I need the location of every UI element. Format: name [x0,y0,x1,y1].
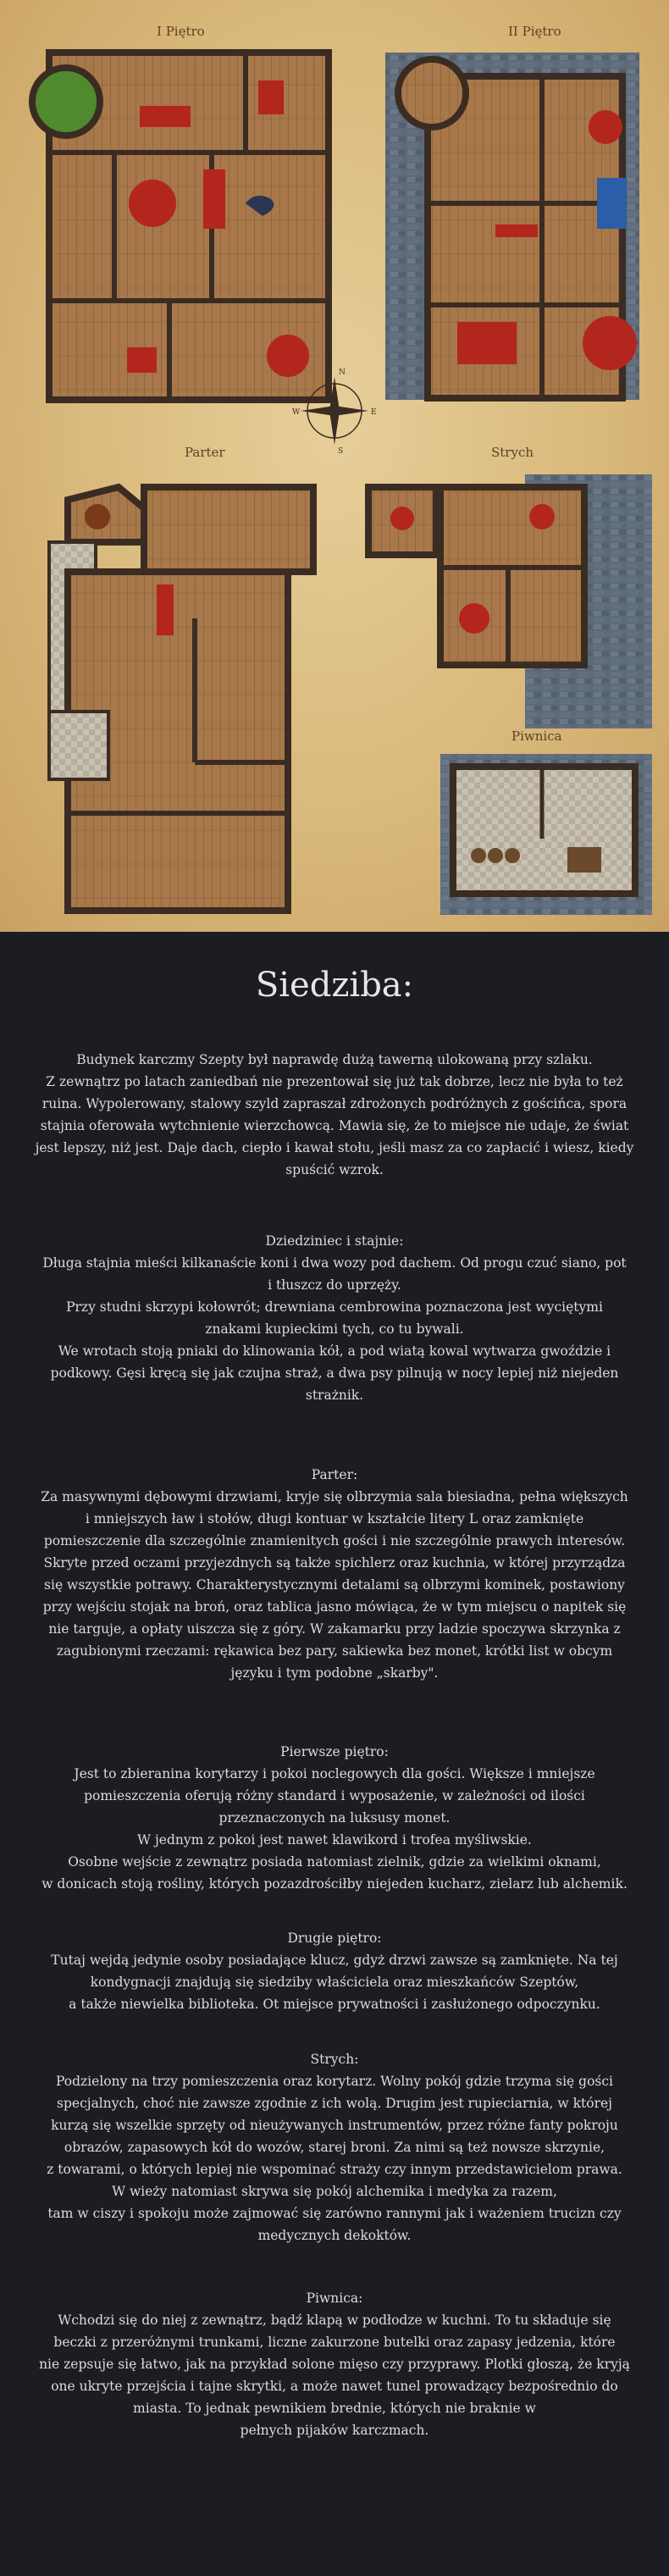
compass-w: W [292,408,301,417]
cellar-line: pełnych pijaków karczmach. [240,2423,429,2438]
floor-plans-drawing [0,0,669,932]
attic-heading: Strych: [310,2052,359,2067]
floor2-line: a także niewielka biblioteka. Ot miejsce prywatności i zasłużonego odpoczynku. [69,1997,600,2012]
section-courtyard [34,1230,635,1406]
compass-n: N [339,368,346,377]
courtyard-line: i tłuszcz do uprzęży. [268,1277,401,1293]
intro-line: Budynek karczmy Szepty był naprawdę dużą tawerną ulokowaną przy szlaku. [76,1052,593,1067]
attic-line: obrazów, zapasowych kół do wozów, starej broni. Za nimi są też nowsze skrzynie, [64,2140,605,2155]
cellar-line: beczki z przeróżnymi trunkami, liczne zakurzone butelki oraz zapasy jedzenia, które [53,2335,616,2350]
attic-line: Podzielony na trzy pomieszczenia oraz korytarz. Wolny pokój gdzie trzyma się gości [55,2074,614,2089]
ground-line: i mniejszych ław i stołów, długi kontuar w kształcie litery L oraz zamknięte [85,1511,584,1526]
courtyard-heading: Dziedziniec i stajnie: [265,1233,404,1249]
floor2-map [385,53,639,400]
cellar-line: nie zepsuje się łatwo, jak na przykład solone mięso czy przyprawy. Plotki głoszą, że kryją [39,2357,630,2372]
attic-line: W wieży natomiast skrywa się pokój alchemika i medyka za razem, [112,2184,557,2199]
floor1-line: Jest to zbieranina korytarzy i pokoi noclegowych dla gości. Większe i mniejsze [74,1766,595,1781]
ground-line: Za masywnymi dębowymi drzwiami, kryje się olbrzymia sala biesiadna, pełna większych [41,1489,628,1504]
floor1-heading: Pierwsze piętro: [280,1744,389,1759]
label-cellar: Piwnica [511,728,562,744]
floor1-line: Osobne wejście z zewnątrz posiada natomiast zielnik, gdzie za wielkimi oknami, [68,1854,601,1870]
attic-map [368,474,652,728]
cellar-line: one ukryte przejścia i tajne skrytki, a może nawet tunel prowadzący bezpośrednio do [51,2379,618,2394]
section-cellar [34,2287,635,2441]
section-intro [34,1049,635,1181]
floor2-line: Tutaj wejdą jedynie osoby posiadające klucz, gdyż drzwi zawsze są zamknięte. Na tej [51,1953,618,1968]
courtyard-line: We wrotach stoją pniaki do klinowania kół, a pod wiatą kowal wytwarza gwoździe i [58,1343,611,1359]
floor2-line: kondygnacji znajdują się siedziby właściciela oraz mieszkańców Szeptów, [90,1975,579,1990]
description-panel [0,932,669,2576]
attic-line: z towarami, o których lepiej nie wspominać straży czy innym przedstawicielom prawa. [47,2162,622,2177]
section-attic [34,2048,635,2246]
ground-line: języku i tym podobne „skarby". [230,1665,439,1681]
section-floor2 [34,1927,635,2015]
cellar-map [440,754,652,915]
courtyard-line: podkowy. Gęsi kręcą się jak czujna straż, a dwa psy pilnują w nocy lepiej niż niejeden [50,1366,619,1381]
ground-floor-map [49,487,313,911]
floor1-line: W jednym z pokoi jest nawet klawikord i trofea myśliwskie. [137,1832,532,1848]
floor1-map [32,53,329,400]
intro-line: ruina. Wypolerowany, stalowy szyld zapraszał zdrożonych podróżnych z gościńca, spora [41,1096,628,1111]
cellar-line: Wchodzi się do niej z zewnątrz, bądź klapą w podłodze w kuchni. To tu składuje się [58,2313,611,2328]
section-ground [34,1464,635,1684]
ground-line: nie targuje, a opłaty uiszcza się z góry. W zakamarku przy ladzie spoczywa skrzynka z [48,1621,621,1637]
section-floor1 [34,1741,635,1895]
courtyard-line: Długa stajnia mieści kilkanaście koni i dwa wozy pod dachem. Od progu czuć siano, pot [42,1255,627,1271]
floor2-heading: Drugie piętro: [287,1931,382,1946]
intro-line: stajnia oferowała wytchnienie wierzchowcą. Mawia się, że to miejsce nie udaje, że świat [40,1118,629,1133]
ground-line: pomieszczenie dla szczególnie znamienitych gości i nie szczególnie prawych interesów. [43,1533,626,1548]
cellar-heading: Piwnica: [306,2291,363,2306]
label-ground: Parter [185,445,225,460]
label-attic: Strych [491,445,534,460]
intro-line: jest lepszy, niż jest. Daje dach, ciepło i kawał stołu, jeśli masz za co zapłacić i wiesz, kiedy [35,1140,634,1155]
cellar-line: miasta. To jednak pewnikiem brednie, których nie braknie w [133,2401,536,2416]
courtyard-line: Przy studni skrzypi kołowrót; drewniana cembrowina poznaczona jest wyciętymi [66,1299,603,1315]
floor1-line: pomieszczenia oferują różny standard i wyposażenie, w zależności od ilości [84,1788,585,1803]
floor-plans-image [0,0,669,932]
attic-line: tam w ciszy i spokoju może zajmować się zarówno rannymi jak i ważeniem trucizn czy [47,2206,622,2221]
intro-line: spuścić wzrok. [285,1162,384,1177]
label-floor2: II Piętro [508,24,561,39]
ground-line: przy wejściu stojak na broń, oraz tablica jasno mówiąca, że w tym miejscu o napitek się [42,1599,627,1615]
courtyard-line: strażnik. [305,1388,364,1403]
ground-heading: Parter: [311,1467,358,1482]
courtyard-line: znakami kupieckimi tych, co tu bywali. [205,1321,464,1337]
floor1-line: przeznaczonych na luksusy monet. [218,1810,451,1825]
attic-line: medycznych dekoktów. [257,2228,412,2243]
ground-line: zagubionymi rzeczami: rękawica bez pary, sakiewka bez monet, krótki list w obcym [56,1643,613,1659]
attic-line: specjalnych, choć nie zawsze zgodnie z ich wolą. Drugim jest rupieciarnia, w której [57,2096,612,2111]
attic-line: kurzą się wszelkie sprzęty od nieużywanych instrumentów, przez różne fanty pokroju [51,2118,618,2133]
page-title: Siedziba: [255,966,414,1005]
label-floor1: I Piętro [157,24,205,39]
ground-line: Skryte przed oczami przyjezdnych są także spichlerz oraz kuchnia, w której przyrządza [43,1555,626,1571]
ground-line: się wszystkie potrawy. Charakterystycznymi detalami są olbrzymi kominek, postawiony [44,1577,625,1593]
compass-e: E [371,408,377,417]
compass-s: S [338,447,344,456]
intro-line: Z zewnątrz po latach zaniedbań nie prezentował się już tak dobrze, lecz nie była to też [46,1074,623,1089]
floor1-line: w donicach stoją rośliny, których pozazdrościłby niejeden kucharz, zielarz lub alchemik. [41,1876,628,1892]
